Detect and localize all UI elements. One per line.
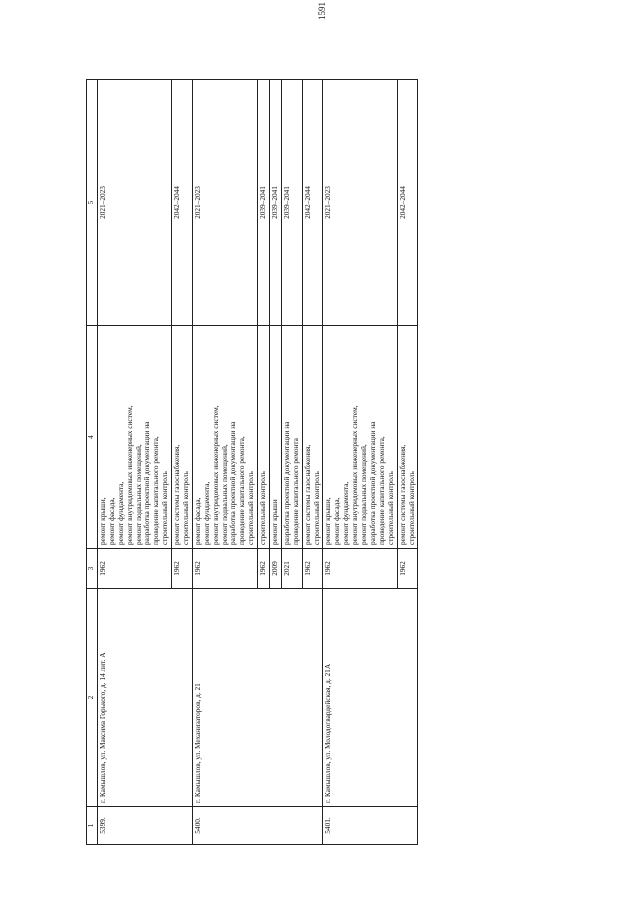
work-item: ремонт фасада,: [192, 497, 202, 545]
work-item: ремонт системы газоснабжения,: [302, 444, 312, 545]
work-item: проведение капитального ремонта: [290, 438, 300, 545]
work-item: ремонт фундамента,: [115, 481, 125, 545]
work-item: ремонт внутридомовых инженерных систем,: [124, 405, 134, 545]
period-cell: 2042–2044: [172, 80, 193, 326]
work-item: строительный контроль: [406, 471, 416, 545]
work-item: ремонт фасада,: [332, 497, 342, 545]
work-item: строительный контроль: [246, 471, 256, 545]
work-item: ремонт системы газоснабжения,: [397, 444, 407, 545]
work-item: проведение капитального ремонта,: [237, 436, 247, 545]
table-row: [98, 80, 172, 845]
work-item: разработка проектной документации на: [142, 421, 152, 545]
works-cell: [323, 326, 397, 549]
period-cell: 2042–2044: [397, 80, 418, 326]
work-item: разработка проектной документации на: [228, 421, 238, 545]
work-item: ремонт внутридомовых инженерных систем,: [350, 405, 360, 545]
column-number: 4: [87, 326, 98, 549]
year-cell: 1962: [172, 549, 193, 589]
column-number: 3: [87, 549, 98, 589]
year-cell: 1962: [192, 549, 257, 589]
period-cell: 2021–2023: [192, 80, 257, 326]
work-item: разработка проектной документации на: [281, 421, 291, 545]
works-cell: [258, 326, 270, 549]
object-address: г. Камышлов, ул. Максима Горького, д. 14 лит. А: [98, 589, 193, 807]
works-cell: [192, 326, 257, 549]
period-cell: 2039–2041: [258, 80, 270, 326]
work-item: ремонт крыши,: [323, 497, 333, 545]
page-number-area: [0, 2, 640, 26]
page-number: 1591: [317, 2, 327, 20]
works-cell: [270, 326, 282, 549]
work-item: ремонт фундамента,: [201, 481, 211, 545]
period-cell: 2039–2041: [270, 80, 282, 326]
work-item: проведение капитального ремонта,: [151, 436, 161, 545]
period-cell: 2039–2041: [281, 80, 302, 326]
object-address: г. Камышлов, ул. Механизаторов, д. 21: [192, 589, 323, 807]
object-number: 5400.: [192, 807, 323, 845]
works-cell: [281, 326, 302, 549]
works-cell: [397, 326, 418, 549]
work-item: строительный контроль: [311, 471, 321, 545]
table-body: [98, 80, 418, 845]
work-item: разработка проектной документации на: [367, 421, 377, 545]
work-item: ремонт подвальных помещений,: [133, 444, 143, 545]
work-item: проведение капитального ремонта,: [376, 436, 386, 545]
works-cell: [98, 326, 172, 549]
capital-repair-table: [86, 79, 418, 845]
work-item: ремонт фундамента,: [341, 481, 351, 545]
year-cell: 2009: [270, 549, 282, 589]
work-item: строительный контроль: [160, 471, 170, 545]
table-row: [192, 80, 257, 845]
period-cell: 2021–2023: [98, 80, 172, 326]
work-item: ремонт системы газоснабжения,: [172, 444, 182, 545]
year-cell: 1962: [302, 549, 323, 589]
column-number: 1: [87, 807, 98, 845]
work-item: строительный контроль: [385, 471, 395, 545]
period-cell: 2042–2044: [302, 80, 323, 326]
work-item: ремонт крыши,: [98, 497, 107, 545]
column-number: 2: [87, 589, 98, 807]
work-item: ремонт подвальных помещений,: [359, 444, 369, 545]
column-number: 5: [87, 80, 98, 326]
work-item: ремонт фасада,: [106, 497, 116, 545]
work-item: ремонт крыши: [270, 499, 280, 545]
work-item: ремонт внутридомовых инженерных систем,: [210, 405, 220, 545]
year-cell: 1962: [397, 549, 418, 589]
year-cell: 1962: [323, 549, 397, 589]
work-item: строительный контроль: [258, 471, 268, 545]
year-cell: 1962: [258, 549, 270, 589]
object-address: г. Камышлов, ул. Молодогвардейская, д. 21А: [323, 589, 418, 807]
work-item: ремонт подвальных помещений,: [219, 444, 229, 545]
year-cell: 1962: [98, 549, 172, 589]
works-cell: [302, 326, 323, 549]
work-item: строительный контроль: [181, 471, 191, 545]
table-row: [323, 80, 397, 845]
rotated-page: [86, 80, 506, 845]
works-cell: [172, 326, 193, 549]
object-number: 5399.: [98, 807, 193, 845]
period-cell: 2021–2023: [323, 80, 397, 326]
object-number: 5401.: [323, 807, 418, 845]
column-number-row: [87, 80, 98, 845]
year-cell: 2021: [281, 549, 302, 589]
